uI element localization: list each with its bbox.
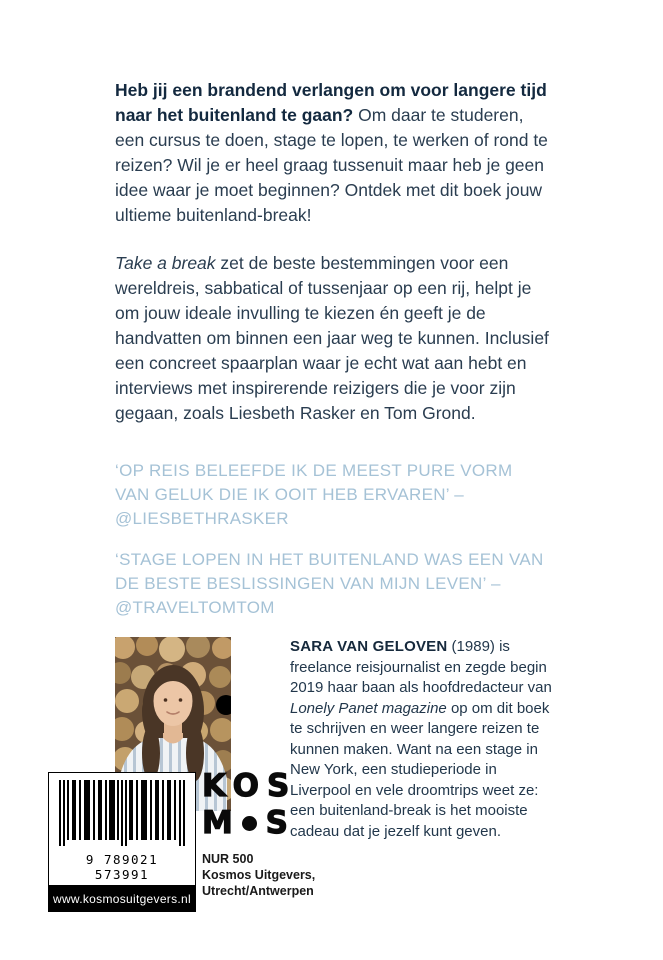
intro-paragraph [115,78,552,228]
kosmos-logo-line-2 [202,805,288,842]
barcode-block [48,772,196,912]
publisher-cities: Utrecht/Antwerpen [202,884,314,898]
imprint [202,851,362,899]
kosmos-logo-s: S [265,805,288,841]
intro-body-text: Om daar te studeren, een cursus te doen, stage te lopen, te werken of rond te reizen? Wil je er heel graag tussenuit maar heb je geen idee waar je moet beginnen? Ontdek met dit boek jouw ultieme buitenland-break! [115,105,548,225]
description-paragraph [115,251,552,426]
kosmos-logo-m: M [202,805,233,841]
testimonial-quote-liesbethrasker: ‘OP REIS BELEEFDE IK DE MEEST PURE VORM VAN GELUK DIE IK OOIT HEB ERVAREN’ – @LIESBETHRASKER [115,461,513,528]
publisher-name: Kosmos Uitgevers, [202,868,316,882]
back-cover-text-column [115,78,552,842]
kosmos-logo [202,768,298,842]
barcode [55,780,187,846]
author-bio-text-2: op om dit boek te schrijven en weer langere reizen te kunnen maken. Want na een stage in New York, een studieperiode in Liverpool en vele droomtrips weet ze: een buitenland-break is het mooiste cadeau dat je jezelf kunt geven. [290,699,550,840]
kosmos-logo-kos: KOS [202,768,298,804]
kosmos-logo-line-1 [202,768,298,805]
publisher-column [202,768,362,899]
testimonial-quote-traveltomtom: ‘STAGE LOPEN IN HET BUITENLAND WAS EEN VAN DE BESTE BESLISSINGEN VAN MIJN LEVEN’ – @TRAVELTOMTOM [115,550,544,617]
barcode-box [48,772,196,886]
nur-code: NUR 500 [202,852,254,866]
description-body-text: zet de beste bestemmingen voor een wereldreis, sabbatical of tussenjaar op een rij, helpt je om jouw ideale invulling te kiezen én geeft je de handvatten om binnen een jaar weg te kunnen. Inclusief een concreet spaarplan waar je echt wat aan hebt en interviews met inspirerende reizigers die je voor zijn gegaan, zoals Liesbeth Rasker en Tom Grond. [115,253,549,423]
kosmos-logo-dot-icon [242,816,257,831]
magazine-name-italic: Lonely Panet magazine [290,699,447,717]
publisher-website: www.kosmosuitgevers.nl [48,886,196,912]
author-name: SARA VAN GELOVEN [290,638,448,655]
book-title-italic: Take a break [115,253,216,273]
intro-bold-question: Heb jij een brandend verlangen om voor langere tijd naar het buitenland te gaan? [115,80,547,125]
isbn-number: 9 789021 573991 [85,852,159,882]
author-bio-text-1: (1989) is freelance reisjournalist en zegde begin 2019 haar baan als hoofdredacteur van [290,638,552,696]
